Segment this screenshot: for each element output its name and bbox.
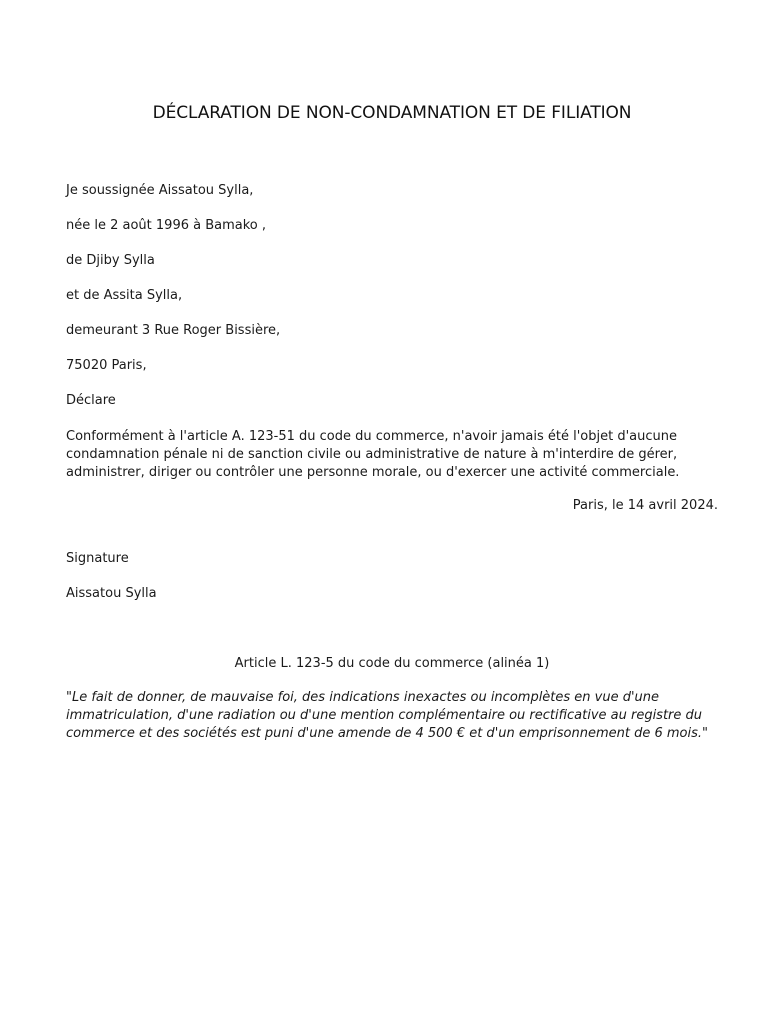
intro-line-mother: et de Assita Sylla, — [66, 288, 183, 303]
intro-line-name: Je soussignée Aissatou Sylla, — [66, 183, 254, 198]
signature-label: Signature — [66, 551, 129, 566]
intro-line-declare: Déclare — [66, 393, 116, 408]
intro-line-address: demeurant 3 Rue Roger Bissière, — [66, 323, 281, 338]
intro-line-city: 75020 Paris, — [66, 358, 147, 373]
article-quote: "Le fait de donner, de mauvaise foi, des indications inexactes ou incomplètes en vue d'une immatriculation, d'une radiation ou d'une mention complémentaire ou rectificative au registre du commerce et des sociétés est puni d'une amende de 4 500 € et d'un emprisonnement de 6 mois." — [66, 690, 708, 741]
document-title: DÉCLARATION DE NON-CONDAMNATION ET DE FILIATION — [152, 103, 632, 123]
intro-line-birth: née le 2 août 1996 à Bamako , — [66, 218, 267, 233]
declaration-paragraph: Conformément à l'article A. 123-51 du code du commerce, n'avoir jamais été l'objet d'aucune condamnation pénale ni de sanction civile ou administrative de nature à m'interdire de gérer, administrer, diriger ou contrôler une personne morale, ou d'exercer une activité commerciale. — [66, 429, 680, 480]
article-title: Article L. 123-5 du code du commerce (alinéa 1) — [234, 656, 550, 671]
place-date: Paris, le 14 avril 2024. — [572, 498, 718, 513]
intro-line-father: de Djiby Sylla — [66, 253, 155, 268]
signatory-name: Aissatou Sylla — [66, 586, 157, 601]
